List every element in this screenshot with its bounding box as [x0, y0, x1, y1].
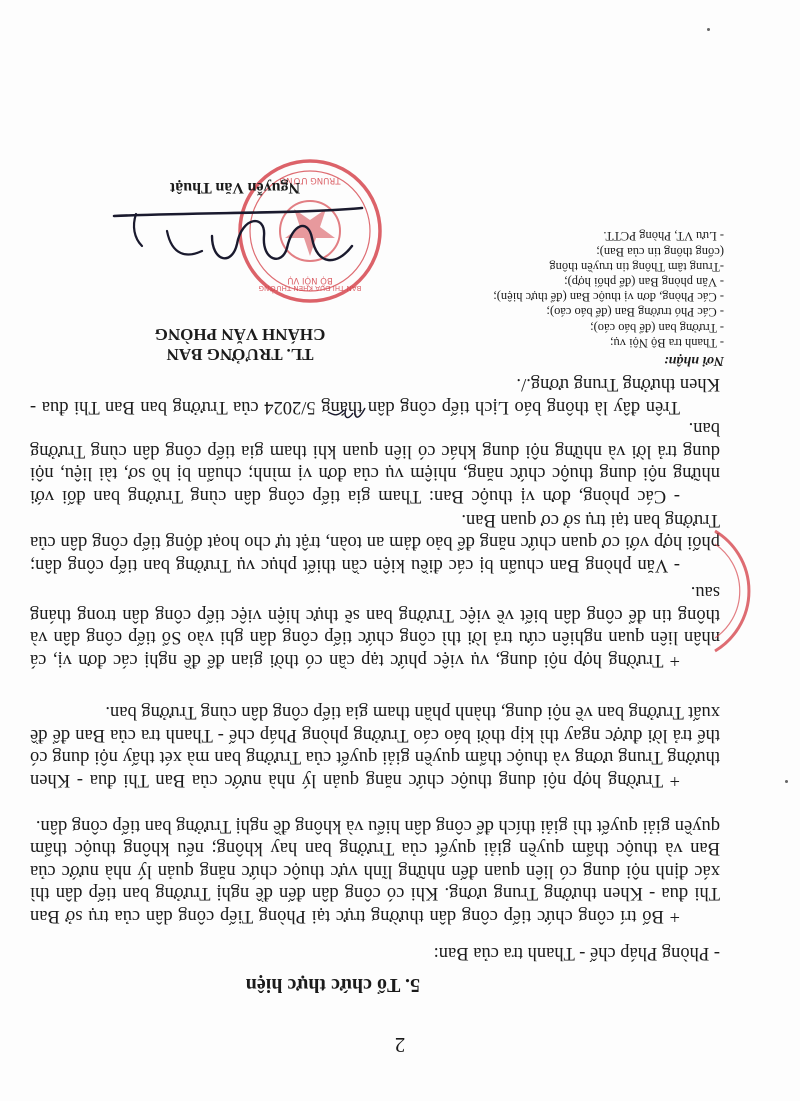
signature-title-2: CHÁNH VĂN PHÒNG [154, 325, 326, 344]
receiver-line: - Thanh tra Bộ Nội vụ; [610, 335, 724, 350]
receivers-title: Nơi nhận: [663, 353, 724, 368]
svg-text:BAN THI ĐUA KHEN THƯỞNG: BAN THI ĐUA KHEN THƯỞNG [258, 284, 362, 292]
paragraph-7: Trên đây là thông báo Lịch tiếp công dân tháng 5/2024 của Trưởng ban Ban Thi đua - Khen thưởng Trung ương./. [30, 374, 720, 417]
receiver-line: - Trưởng ban (để báo cáo); [590, 320, 724, 335]
section-title: 5. Tổ chức thực hiện [245, 974, 420, 996]
initials-mark [324, 402, 368, 424]
receivers-block [424, 228, 724, 368]
signer-name: Nguyễn Văn Thuật [169, 179, 301, 196]
receiver-line: - Các Phòng, đơn vị thuộc Ban (để thực hiện); [493, 290, 724, 305]
paragraph-5: - Văn phòng Ban chuẩn bị các điều kiện cần thiết phục vụ Trưởng ban tiếp công dân; phối hợp với cơ quan chức năng để bảo đảm an toàn, trật tự cho hoạt động tiếp công dân của Trưởng ban tại trụ sở cơ quan Ban. [30, 509, 720, 575]
signature-title-1: TL. TRƯỞNG BAN [166, 345, 314, 364]
paragraph-6: - Các phòng, đơn vị thuộc Ban: Tham gia tiếp công dân cùng Trưởng ban đối với những nội dung thuộc chức năng, nhiệm vụ của đơn vị mình; chuẩn bị hồ sơ, tài liệu, nội dung trả lời và những nội dung khác có liên quan khi tham gia tiếp công dân cùng Trưởng ban. [30, 418, 720, 506]
svg-text:BỘ NỘI VỤ: BỘ NỘI VỤ [287, 275, 333, 285]
receiver-line: -Trung tâm Thông tin truyền thông [549, 259, 724, 274]
paragraph-2: + Bố trí công chức tiếp công dân thường trực tại Phòng Tiếp công dân của trụ sở Ban Thi đua - Khen thưởng Trung ương. Khi có công dân đến đề nghị Trưởng ban tiếp dân thì xác định nội dung có liên quan đến những lĩnh vực thuộc chức năng quản lý nhà nước của Ban và thuộc thẩm quyền giải quyết của Trưởng ban hay không; nếu không thuộc thẩm quyền giải quyết thì giải thích để công dân hiểu và không đề nghị Trưởng ban tiếp công dân. [30, 815, 720, 926]
svg-text:TRUNG ƯƠNG: TRUNG ƯƠNG [279, 175, 341, 185]
paragraph-4: + Trường hợp nội dung, vụ việc phức tạp cần có thời gian để đề nghị các đơn vị, cá nhân liên quan nghiên cứu trả lời thì công chức tiếp công dân ghi vào Sổ tiếp công dân và thông tin để công dân biết về việc Trưởng ban sẽ thực hiện việc tiếp công dân trong tháng sau. [30, 582, 720, 670]
receiver-line: - Văn phòng Ban (để phối hợp); [564, 274, 724, 289]
handwritten-signature [112, 186, 372, 286]
receiver-line: - Lưu VT, Phòng PCTT. [603, 229, 724, 244]
edge-seal-fragment [710, 526, 790, 656]
scan-speck [707, 28, 710, 31]
paragraph-1: - Phòng Pháp chế - Thanh tra của Ban: [433, 943, 720, 963]
receiver-line: (cổng thông tin của Ban); [596, 244, 724, 259]
scan-speck [785, 780, 788, 783]
paragraph-3: + Trường hợp nội dung thuộc chức năng quản lý nhà nước của Ban Thi đua - Khen thưởng Trung ương và thuộc thẩm quyền giải quyết của Trưởng ban mà xét thấy nội dung có thể trả lời được ngay thì kịp thời báo cáo Trưởng phòng Pháp chế - Thanh tra của Ban để đề xuất Trưởng ban về nội dung, thành phần tham gia tiếp công dân cùng Trưởng ban. [30, 702, 720, 790]
signature-block [110, 324, 370, 364]
page-number: 2 [394, 1033, 406, 1057]
receiver-line: - Các Phó trưởng Ban (để báo cáo); [546, 305, 724, 320]
